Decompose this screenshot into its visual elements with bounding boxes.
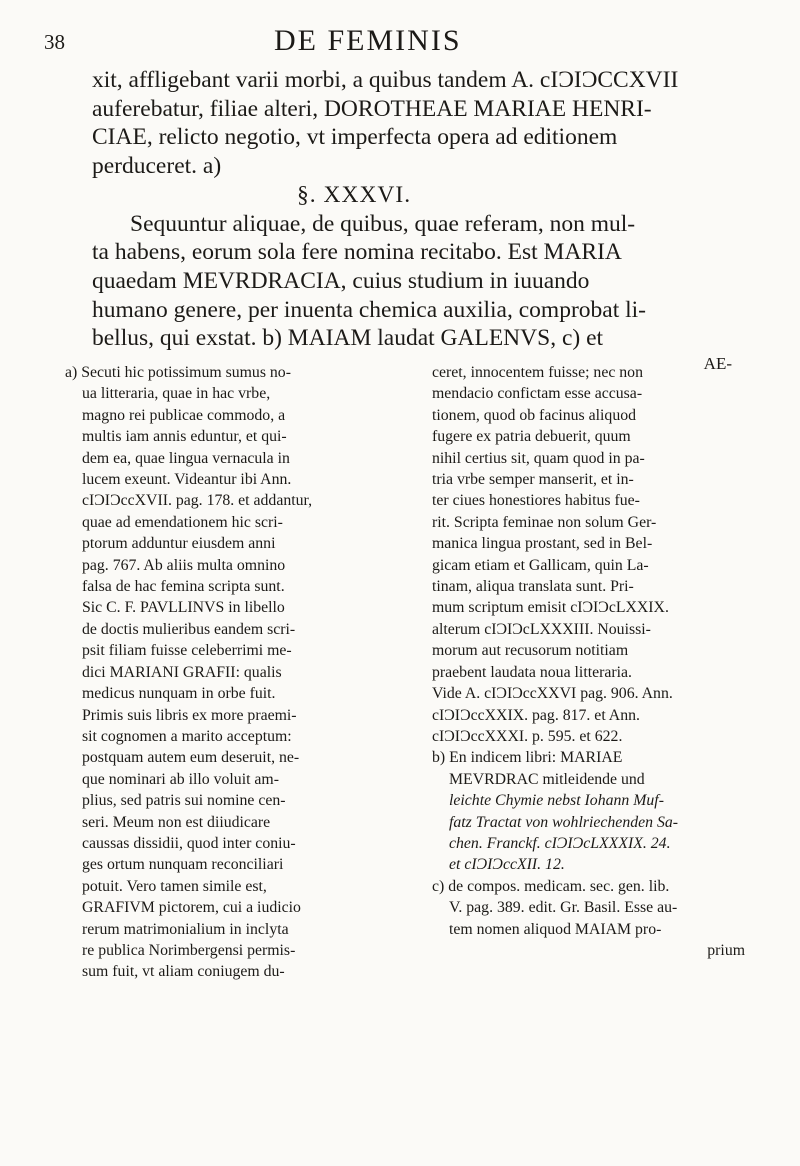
main-line-10: bellus, qui exstat. b) MAIAM laudat GALENVS, c) et: [92, 325, 604, 352]
note-b-line: et cIƆIƆccXII. 12.: [449, 856, 565, 874]
note-a-line: sum fuit, vt aliam coniugem du-: [82, 963, 285, 981]
main-line-8: quaedam MEVRDRACIA, cuius studium in iuuando: [92, 267, 590, 294]
note-a-line: postquam autem eum deseruit, ne-: [82, 749, 300, 767]
note-a-cont-line: nihil certius sit, quam quod in pa-: [432, 449, 645, 467]
note-b-line: fatz Tractat von wohlriechenden Sa-: [449, 813, 679, 831]
note-a-line: GRAFIVM pictorem, cui a iudicio: [82, 899, 301, 917]
note-a-cont-line: rit. Scripta feminae non solum Ger-: [432, 513, 657, 531]
main-line-2: auferebatur, filiae alteri, DOROTHEAE MARIAE HENRI-: [92, 95, 652, 122]
note-a-cont-line: morum aut recusorum notitiam: [432, 642, 629, 660]
note-a-line: medicus nunquam in orbe fuit.: [82, 685, 276, 703]
page-header: [44, 16, 764, 56]
note-a-cont-line: cIƆIƆccXXXI. p. 595. et 622.: [432, 727, 623, 745]
note-a-cont-line: praebent laudata noua litteraria.: [432, 663, 632, 681]
note-a-line: ges ortum nunquam reconciliari: [82, 856, 284, 874]
note-a-line: lucem exeunt. Videantur ibi Ann.: [82, 471, 292, 489]
note-a-line: magno rei publicae commodo, a: [82, 406, 286, 424]
note-a-line: caussas dissidii, quod inter coniu-: [82, 834, 296, 852]
note-a-line: Primis suis libris ex more praemi-: [82, 706, 297, 724]
note-a-line: Sic C. F. PAVLLINVS in libello: [82, 599, 285, 617]
note-a-line: potuit. Vero tamen simile est,: [82, 877, 267, 895]
note-a-line: cIƆIƆccXVII. pag. 178. et addantur,: [82, 492, 313, 510]
main-text: [92, 66, 732, 375]
section-heading: §. XXXVI.: [297, 181, 412, 208]
note-a-cont-line: ter ciues honestiores habitus fue-: [432, 492, 640, 510]
note-a-line: ptorum adduntur eiusdem anni: [82, 535, 276, 553]
main-line-6: Sequuntur aliquae, de quibus, quae referam, non mul-: [130, 210, 636, 237]
note-b-line: leichte Chymie nebst Iohann Muf-: [449, 792, 664, 810]
note-a-cont-line: tionem, quod ob facinus aliquod: [432, 406, 637, 424]
note-a-line: de doctis mulieribus eandem scri-: [82, 620, 296, 638]
note-c-line: c) de compos. medicam. sec. gen. lib.: [432, 877, 670, 895]
catchword: AE-: [703, 354, 732, 374]
main-line-7: ta habens, eorum sola fere nomina recitabo. Est MARIA: [92, 239, 622, 266]
main-line-4: perduceret. a): [92, 153, 222, 180]
note-a-cont-line: cIƆIƆccXXIX. pag. 817. et Ann.: [432, 706, 640, 724]
note-a-line: psit filiam fuisse celeberrimi me-: [82, 642, 292, 660]
note-a-cont-line: manica lingua prostant, sed in Bel-: [432, 535, 653, 553]
note-c-line: V. pag. 389. edit. Gr. Basil. Esse au-: [449, 899, 678, 917]
note-a-line: sit cognomen a marito acceptum:: [82, 727, 292, 745]
note-a-cont-line: alterum cIƆIƆcLXXXIII. Nouissi-: [432, 620, 651, 638]
main-line-9: humano genere, per inuenta chemica auxilia, comprobat li-: [92, 296, 646, 323]
note-c-line: prium: [707, 941, 745, 959]
main-line-1: xit, affligebant varii morbi, a quibus tandem A. cIƆIƆCCXVII: [92, 67, 679, 93]
note-a-cont-line: mendacio confictam esse accusa-: [432, 385, 643, 403]
note-a-line: dici MARIANI GRAFII: qualis: [82, 663, 282, 681]
note-a-line: a) Secuti hic potissimum sumus no-: [65, 364, 291, 381]
footnotes-right-column: [432, 362, 750, 961]
note-b-line: chen. Franckf. cIƆIƆcLXXXIX. 24.: [449, 834, 671, 852]
note-a-line: re publica Norimbergensi permis-: [82, 941, 296, 959]
note-a-cont-line: fugere ex patria debuerit, quum: [432, 428, 631, 446]
note-a-line: falsa de hac femina scripta sunt.: [82, 578, 285, 596]
note-a-cont-line: tinam, aliqua translata sunt. Pri-: [432, 578, 634, 596]
note-a-line: quae ad emendationem hic scri-: [82, 513, 283, 531]
note-a-line: plius, sed patris sui nomine cen-: [82, 792, 286, 810]
note-a-line: pag. 767. Ab aliis multa omnino: [82, 556, 286, 574]
note-a-line: multis iam annis eduntur, et qui-: [82, 428, 287, 446]
note-a-line: seri. Meum non est diiudicare: [82, 813, 271, 831]
note-a-line: rerum matrimonialium in inclyta: [82, 920, 289, 938]
note-a-cont-line: mum scriptum emisit cIƆIƆcLXXIX.: [432, 599, 669, 617]
note-c-line: tem nomen aliquod MAIAM pro-: [449, 920, 662, 938]
note-a-line: dem ea, quae lingua vernacula in: [82, 449, 290, 467]
note-a-cont-line: tria vrbe semper manserit, et in-: [432, 471, 634, 489]
note-a-line: que nominari ab illo voluit am-: [82, 770, 279, 788]
note-a-line: ua litteraria, quae in hac vrbe,: [82, 385, 271, 403]
footnotes-left-column: [65, 362, 385, 983]
page-number: 38: [44, 30, 65, 54]
main-line-3: CIAE, relicto negotio, vt imperfecta opera ad editionem: [92, 124, 618, 151]
note-a-cont-line: gicam etiam et Gallicam, quin La-: [432, 556, 649, 574]
note-a-cont-line: ceret, innocentem fuisse; nec non: [432, 364, 643, 381]
note-a-cont-line: Vide A. cIƆIƆccXXVI pag. 906. Ann.: [432, 685, 673, 703]
note-b-line: b) En indicem libri: MARIAE: [432, 749, 623, 767]
running-title: DE FEMINIS: [274, 24, 462, 57]
note-b-line: MEVRDRAC mitleidende und: [449, 770, 645, 788]
